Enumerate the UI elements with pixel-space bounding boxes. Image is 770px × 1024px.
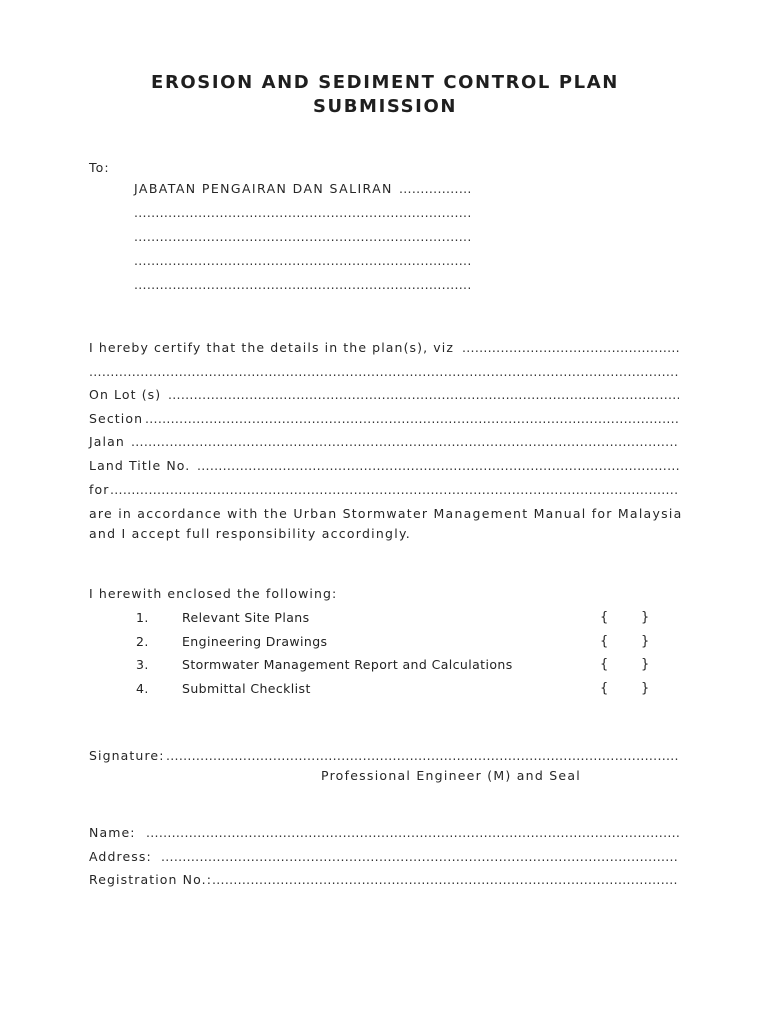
address-fill-line-2[interactable] xyxy=(134,229,470,245)
registration-label: Registration No.: xyxy=(89,872,213,887)
section-label: Section xyxy=(89,411,144,426)
enclosure-checkbox-open[interactable]: { xyxy=(600,634,609,649)
jalan-label: Jalan xyxy=(89,434,125,449)
name-label: Name: xyxy=(89,825,136,840)
form-title-line-1: EROSION AND SEDIMENT CONTROL PLAN xyxy=(151,72,619,93)
addressee-fill-line[interactable] xyxy=(399,181,470,197)
address-fill-line-3[interactable] xyxy=(134,253,470,269)
address-fill-line-4[interactable] xyxy=(134,277,470,293)
enclosure-label: Relevant Site Plans xyxy=(182,610,310,625)
enclosure-checkbox-close[interactable]: } xyxy=(641,681,650,696)
enclosure-checkbox-close[interactable]: } xyxy=(641,657,650,672)
signature-label: Signature: xyxy=(89,748,165,763)
signature-caption: Professional Engineer (M) and Seal xyxy=(321,768,581,783)
enclosure-checkbox-open[interactable]: { xyxy=(600,610,609,625)
to-label: To: xyxy=(89,160,110,175)
enclosure-number: 3. xyxy=(136,657,149,672)
address-label: Address: xyxy=(89,849,152,864)
enclosure-number: 2. xyxy=(136,634,149,649)
enclosure-checkbox-close[interactable]: } xyxy=(641,634,650,649)
enclosure-checkbox-open[interactable]: { xyxy=(600,681,609,696)
enclosure-number: 1. xyxy=(136,610,149,625)
enclosure-label: Engineering Drawings xyxy=(182,634,328,649)
plan-viz-fill-line[interactable] xyxy=(462,340,679,356)
addressee: JABATAN PENGAIRAN DAN SALIRAN xyxy=(134,181,393,196)
enclosure-number: 4. xyxy=(136,681,149,696)
jalan-fill-line[interactable] xyxy=(131,434,679,450)
for-label: for xyxy=(89,482,110,497)
enclosures-intro: I herewith enclosed the following: xyxy=(89,586,338,601)
registration-fill-line[interactable] xyxy=(212,872,679,888)
enclosure-checkbox-close[interactable]: } xyxy=(641,610,650,625)
lot-fill-line[interactable] xyxy=(168,387,679,403)
certify-intro: I hereby certify that the details in the plan(s), viz xyxy=(89,340,455,355)
enclosure-checkbox-open[interactable]: { xyxy=(600,657,609,672)
enclosure-label: Stormwater Management Report and Calculations xyxy=(182,657,513,672)
address-fill-line[interactable] xyxy=(161,849,679,865)
signature-fill-line[interactable] xyxy=(166,748,679,764)
plan-viz-fill-line-2[interactable] xyxy=(89,364,679,380)
compliance-statement-line-1: are in accordance with the Urban Stormwater Management Manual for Malaysia xyxy=(89,506,683,521)
compliance-statement-line-2: and I accept full responsibility accordingly. xyxy=(89,526,412,541)
land-title-label: Land Title No. xyxy=(89,458,191,473)
for-fill-line[interactable] xyxy=(110,482,679,498)
enclosure-label: Submittal Checklist xyxy=(182,681,311,696)
address-fill-line-1[interactable] xyxy=(134,205,470,221)
form-title-line-2: SUBMISSION xyxy=(312,96,458,117)
section-fill-line[interactable] xyxy=(145,411,679,427)
lot-label: On Lot (s) xyxy=(89,387,162,402)
name-fill-line[interactable] xyxy=(146,825,679,841)
land-title-fill-line[interactable] xyxy=(197,458,679,474)
